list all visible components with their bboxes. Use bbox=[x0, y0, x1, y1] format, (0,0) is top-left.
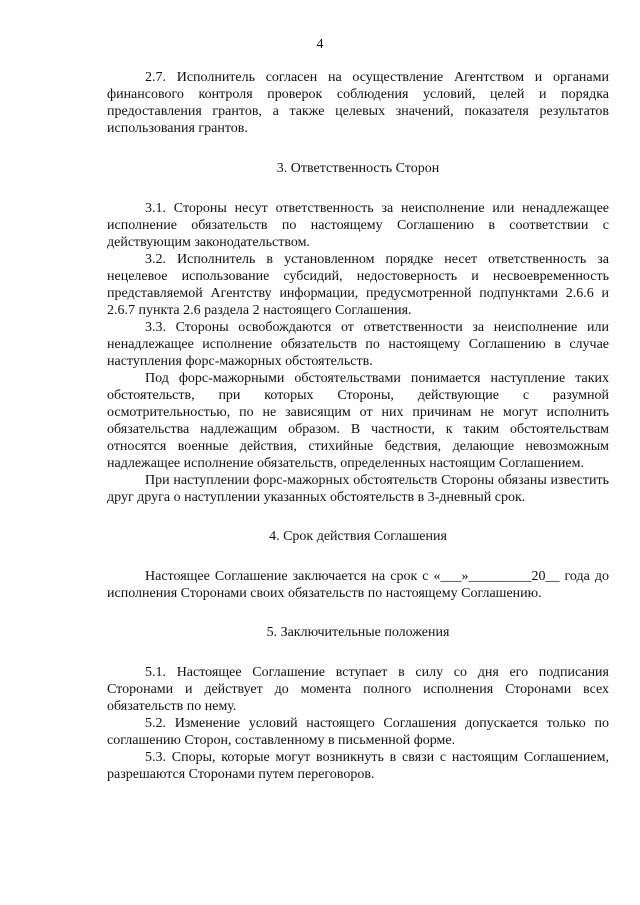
clause-5-2: 5.2. Изменение условий настоящего Соглашения допускается только по соглашению Сторон, составленному в письменной форме. bbox=[107, 716, 609, 748]
clause-2-7: 2.7. Исполнитель согласен на осуществление Агентством и органами финансового контроля проверок соблюдения условий, целей и порядка предоставления грантов, а также целевых значений, показателя результатов использования грантов. bbox=[107, 70, 609, 136]
section-5-heading: 5. Заключительные положения bbox=[266, 625, 450, 640]
document-body bbox=[107, 69, 609, 783]
force-majeure-notice: При наступлении форс-мажорных обстоятельств Стороны обязаны известить друг друга о наступлении указанных обстоятельств в 3-дневный срок. bbox=[107, 473, 609, 505]
page-number: 4 bbox=[316, 37, 324, 52]
clause-5-3: 5.3. Споры, которые могут возникнуть в связи с настоящим Соглашением, разрешаются Сторонами путем переговоров. bbox=[107, 750, 609, 782]
clause-4-term: Настоящее Соглашение заключается на срок с «___»_________20__ года до исполнения Сторонами своих обязательств по настоящему Соглашению. bbox=[107, 569, 609, 601]
section-4-heading: 4. Срок действия Соглашения bbox=[269, 529, 447, 544]
clause-3-1: 3.1. Стороны несут ответственность за неисполнение или ненадлежащее исполнение обязательств по настоящему Соглашению в соответствии с действующим законодательством. bbox=[107, 201, 609, 250]
section-3-heading: 3. Ответственность Сторон bbox=[276, 161, 440, 176]
clause-5-1: 5.1. Настоящее Соглашение вступает в силу со дня его подписания Сторонами и действует до момента полного исполнения Сторонами всех обязательств по нему. bbox=[107, 665, 609, 714]
force-majeure-definition: Под форс-мажорными обстоятельствами понимается наступление таких обстоятельств, при которых Стороны, действующие с разумной осмотрительностью, по не зависящим от них причинам не могут исполнить обязательства надлежащим образом. В частности, к таким обстоятельствам относятся военные действия, стихийные бедствия, делающие невозможным надлежащее исполнение обязательств, определенных настоящим Соглашением. bbox=[107, 371, 609, 471]
clause-3-2: 3.2. Исполнитель в установленном порядке несет ответственность за нецелевое использование субсидий, недостоверность и несвоевременность представляемой Агентству информации, предусмотренной подпунктами 2.6.6 и 2.6.7 пункта 2.6 раздела 2 настоящего Соглашения. bbox=[107, 252, 609, 318]
clause-3-3: 3.3. Стороны освобождаются от ответственности за неисполнение или ненадлежащее исполнение обязательств по настоящему Соглашению в случае наступления форс-мажорных обстоятельств. bbox=[107, 320, 609, 369]
